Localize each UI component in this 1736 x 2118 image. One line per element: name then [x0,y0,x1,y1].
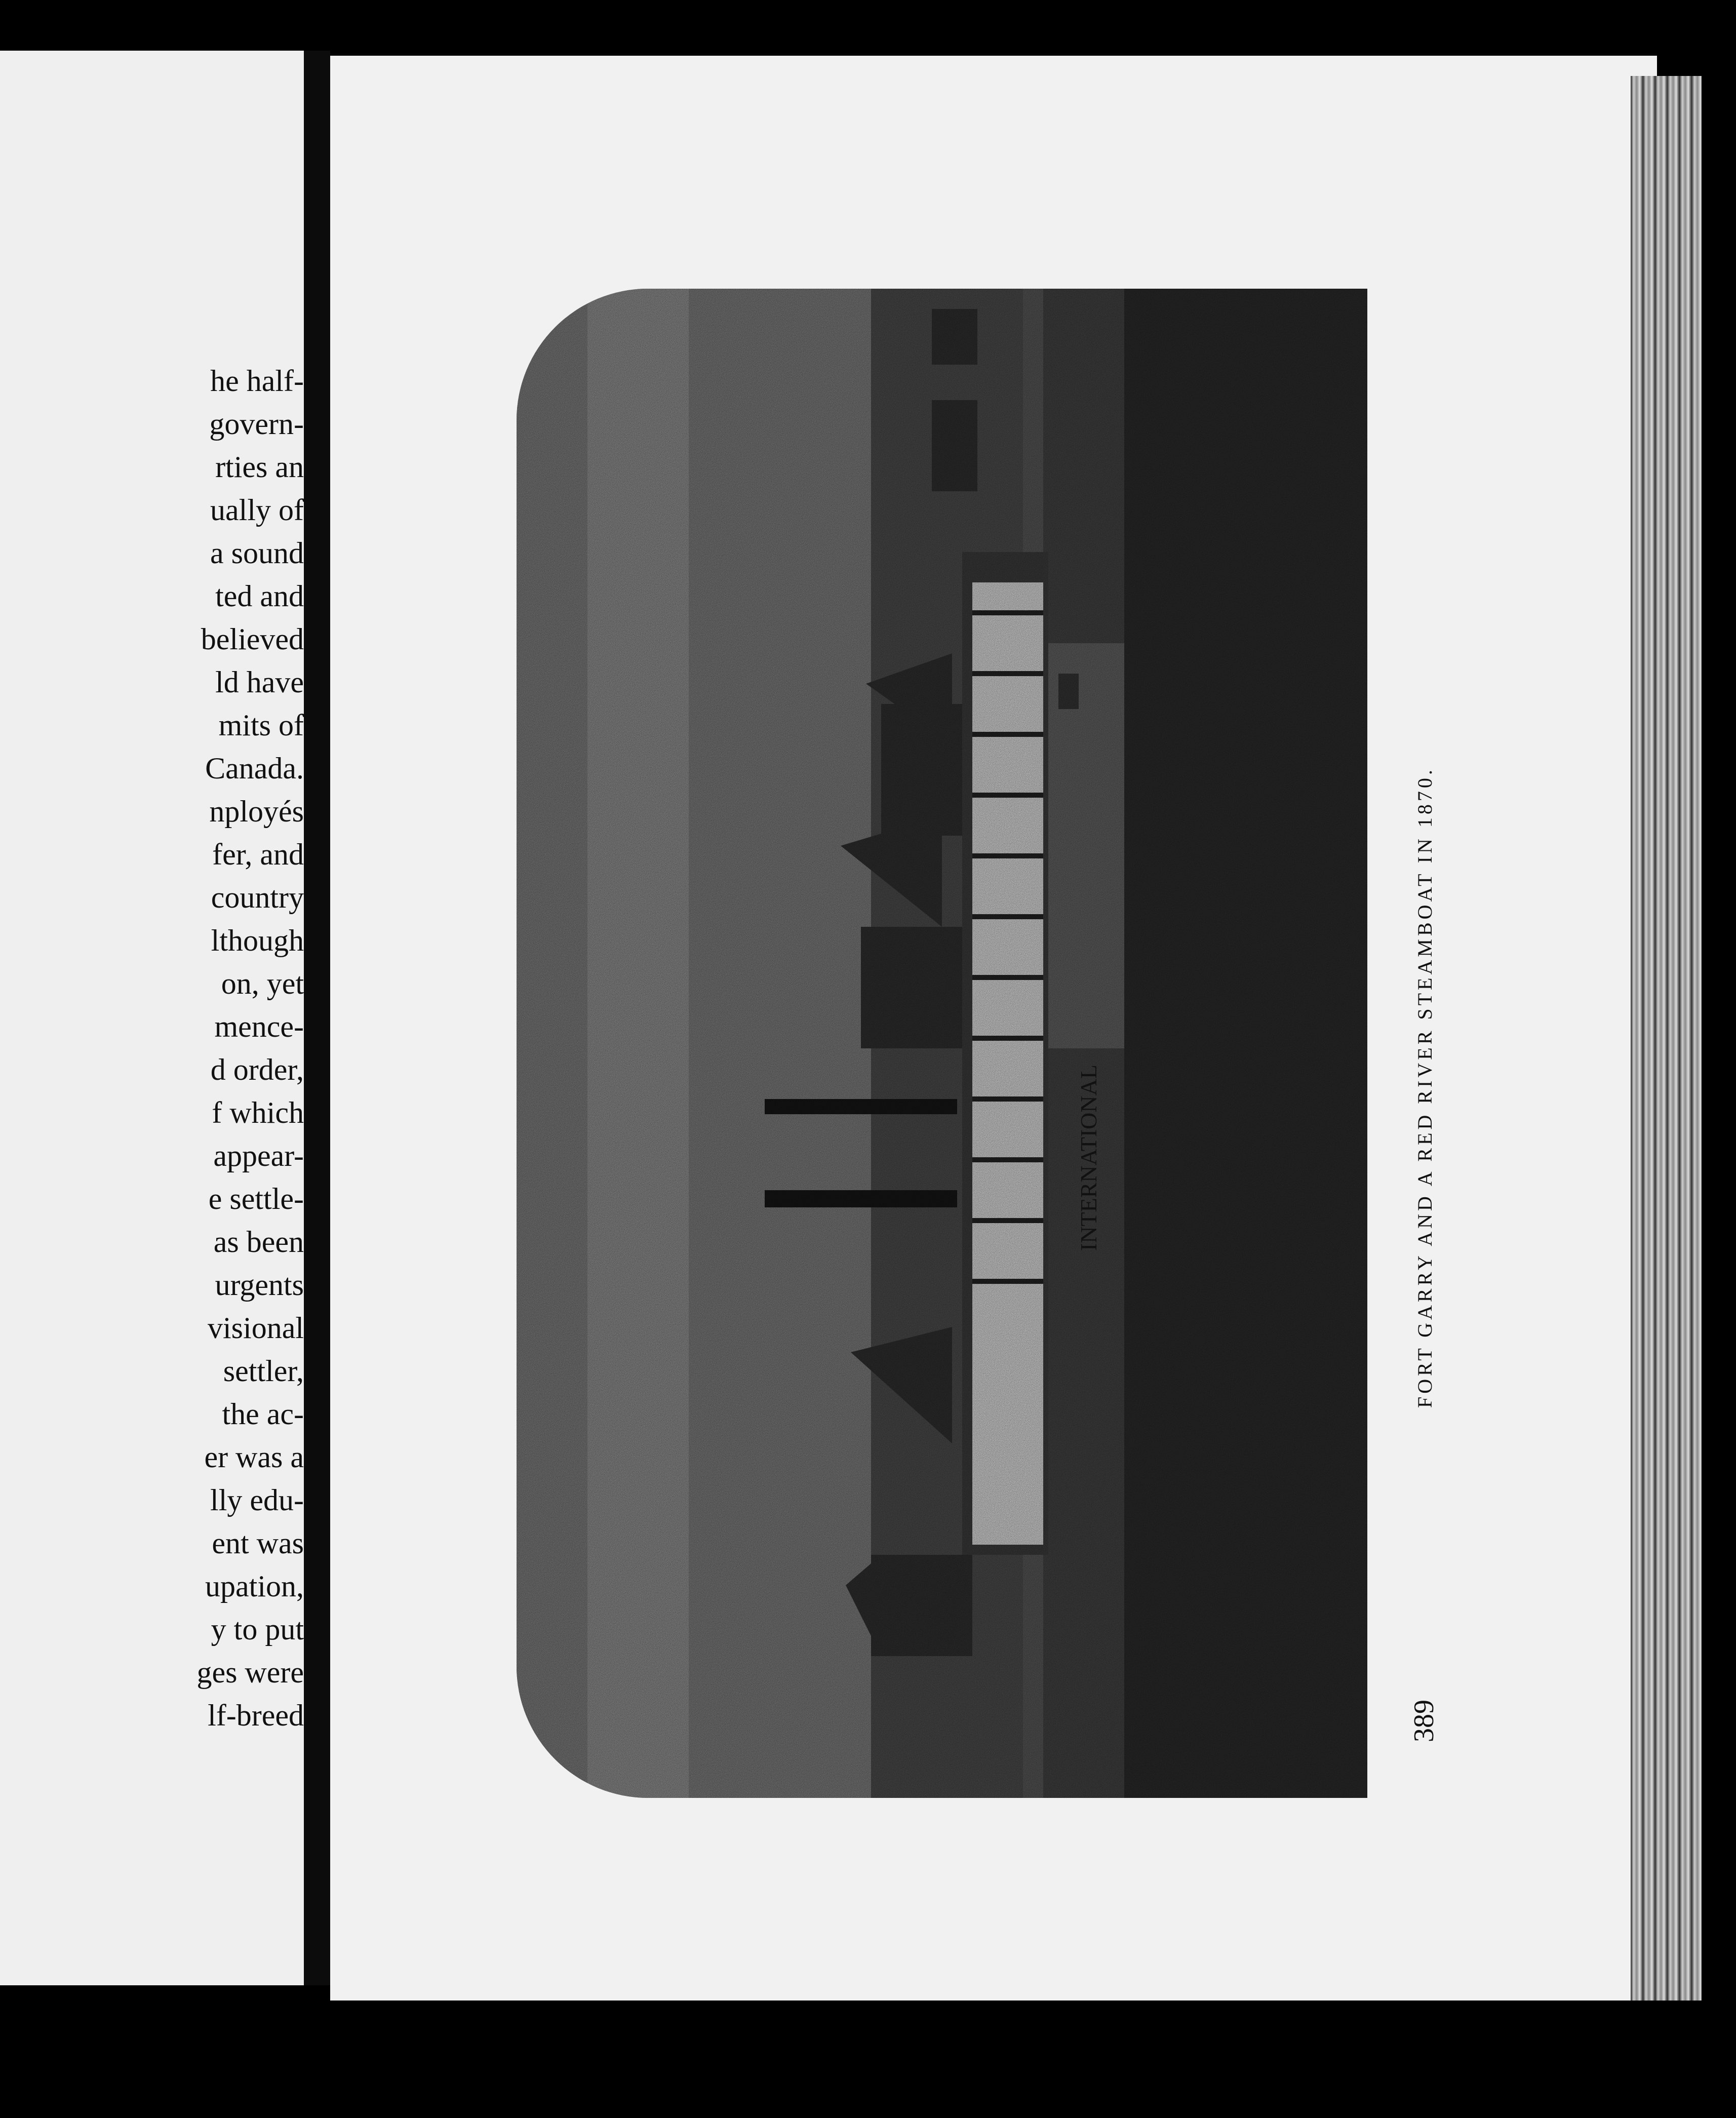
text-line: a sound [210,536,304,570]
boat-name: INTERNATIONAL [1076,1065,1101,1251]
plate-caption: FORT GARRY AND A RED RIVER STEAMBOAT IN 1870. [1413,767,1436,1408]
text-line: govern- [209,407,304,441]
text-line: ually of [210,493,304,527]
illustration-plate [517,289,1367,1798]
text-line: appear- [213,1139,304,1172]
text-line: as been [213,1225,304,1259]
text-line: ld have [215,665,304,699]
text-line: nployés [209,795,304,828]
text-line: mits of [218,709,304,742]
page-edges [1631,76,1702,2001]
text-line: ent was [212,1526,304,1560]
text-line: f which [212,1096,304,1129]
text-line: believed [201,622,304,656]
text-line: y to put [211,1613,304,1646]
text-line: upation, [205,1570,304,1603]
text-line: rties an [215,450,304,484]
left-page-text [0,360,304,1737]
text-line: lly edu- [210,1483,304,1517]
text-line: the ac- [222,1397,304,1431]
text-line: he half- [210,364,304,398]
page-number: 389 [1408,1700,1440,1742]
text-line: lthough [211,924,304,957]
text-line: mence- [214,1010,304,1043]
text-line: Canada. [205,752,304,785]
text-line: e settle- [208,1182,304,1215]
text-line: er was a [204,1440,304,1474]
text-line: ted and [215,579,304,613]
text-line: settler, [223,1354,304,1388]
text-line: ges were [196,1656,304,1689]
text-line: fer, and [212,838,304,871]
text-line: urgents [215,1268,304,1302]
text-line: lf-breed [208,1699,304,1732]
steamboat-illustration [517,289,1367,1798]
text-line: visional [208,1311,304,1345]
book-gutter [304,51,330,1985]
text-line: country [211,881,304,914]
text-line: on, yet [221,967,304,1000]
left-page [0,51,304,1985]
text-line: d order, [210,1053,304,1086]
